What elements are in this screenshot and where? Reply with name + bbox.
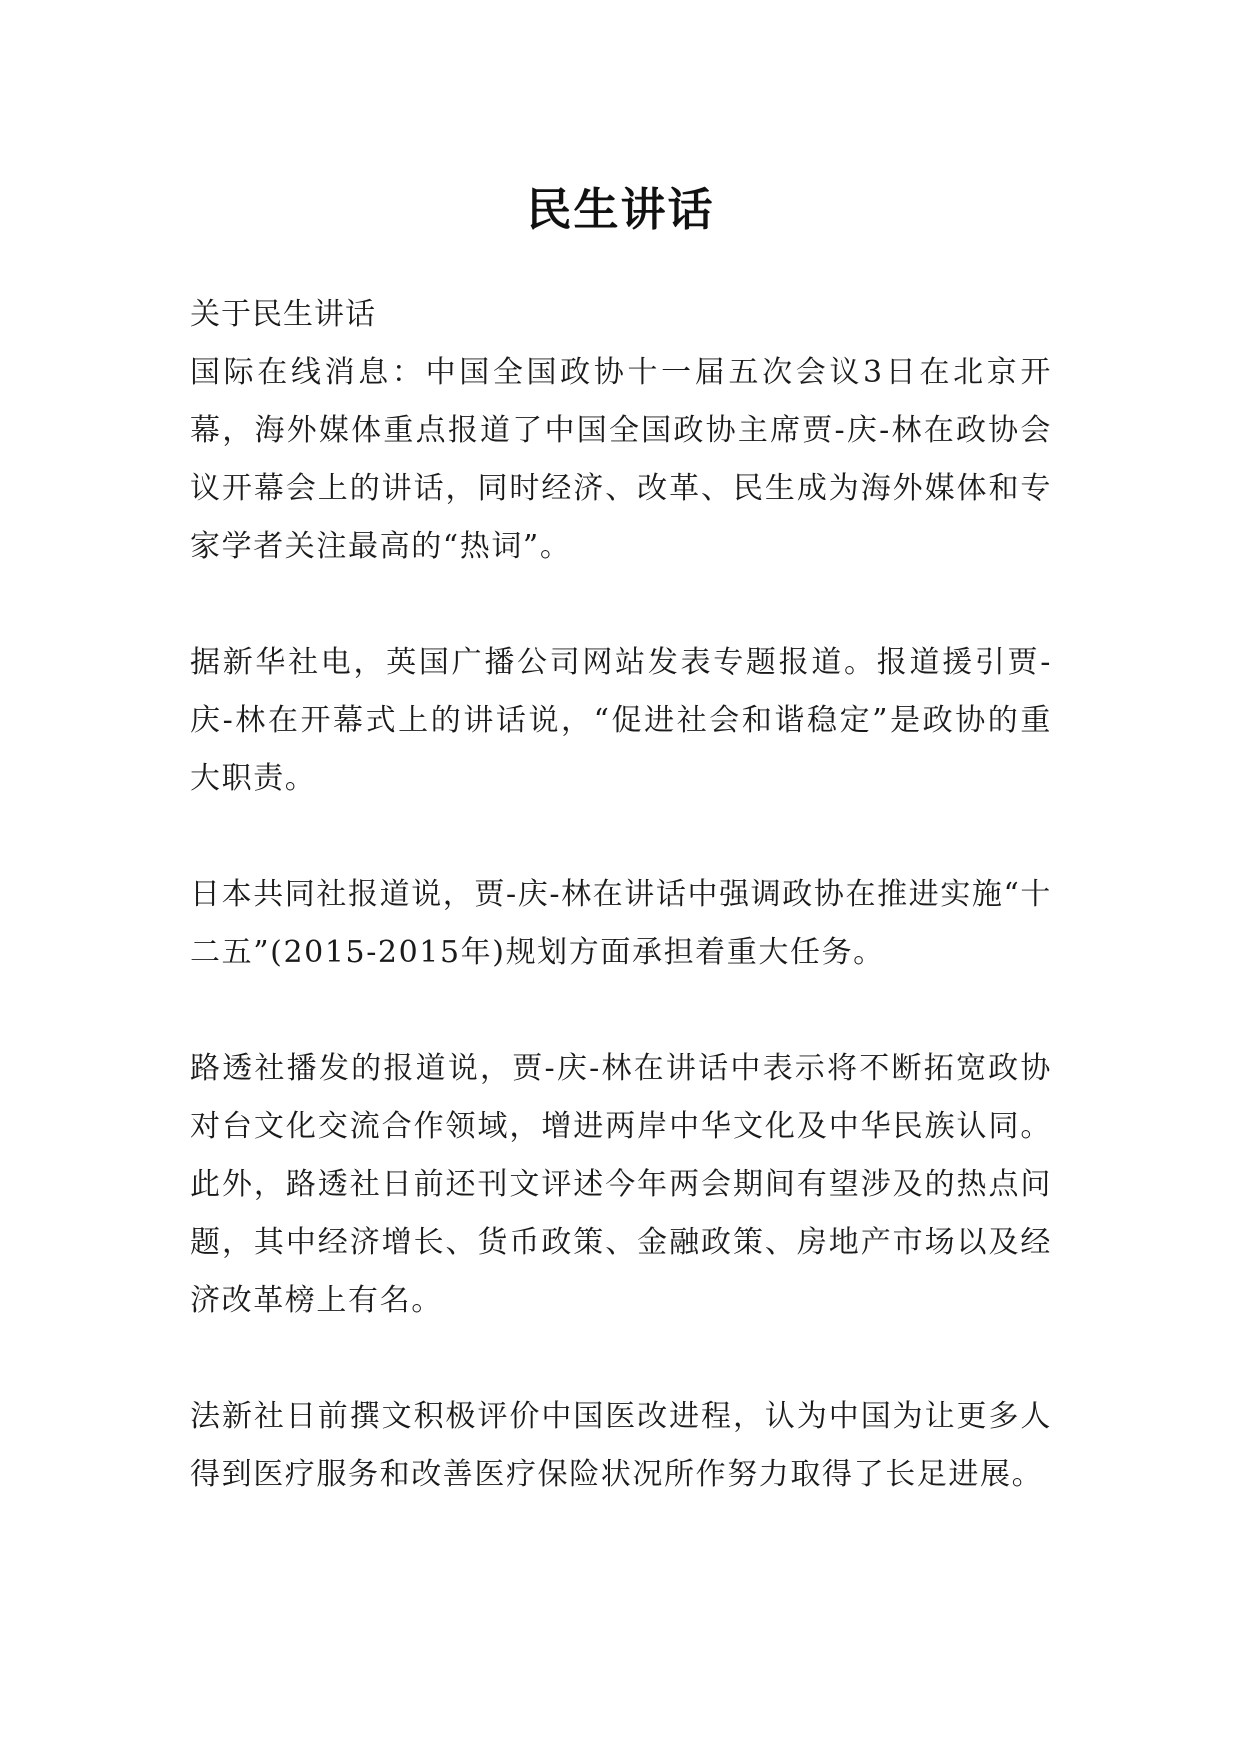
paragraph-3: 日本共同社报道说，贾-庆-林在讲话中强调政协在推进实施“十二五”(2015-2015年)规划方面承担着重大任务。 [190, 877, 1053, 970]
paragraph-4: 路透社播发的报道说，贾-庆-林在讲话中表示将不断拓宽政协对台文化交流合作领域，增进两岸中华文化及中华民族认同。此外，路透社日前还刊文评述今年两会期间有望涉及的热点问题，其中经济增长、货币政策、金融政策、房地产市场以及经济改革榜上有名。 [190, 1051, 1052, 1318]
document-body [190, 286, 1052, 1562]
paragraph-5: 法新社日前撰文积极评价中国医改进程，认为中国为让更多人得到医疗服务和改善医疗保险状况所作努力取得了长足进展。 [190, 1399, 1052, 1492]
paragraph-2: 据新华社电，英国广播公司网站发表专题报道。报道援引贾-庆-林在开幕式上的讲话说，“促进社会和谐稳定”是政协的重大职责。 [190, 645, 1052, 796]
paragraph-1: 国际在线消息：中国全国政协十一届五次会议3日在北京开幕，海外媒体重点报道了中国全国政协主席贾-庆-林在政协会议开幕会上的讲话，同时经济、改革、民生成为海外媒体和专家学者关注最高的“热词”。 [190, 355, 1052, 564]
document-title: 民生讲话 [526, 183, 715, 237]
document-subtitle: 关于民生讲话 [190, 297, 376, 332]
